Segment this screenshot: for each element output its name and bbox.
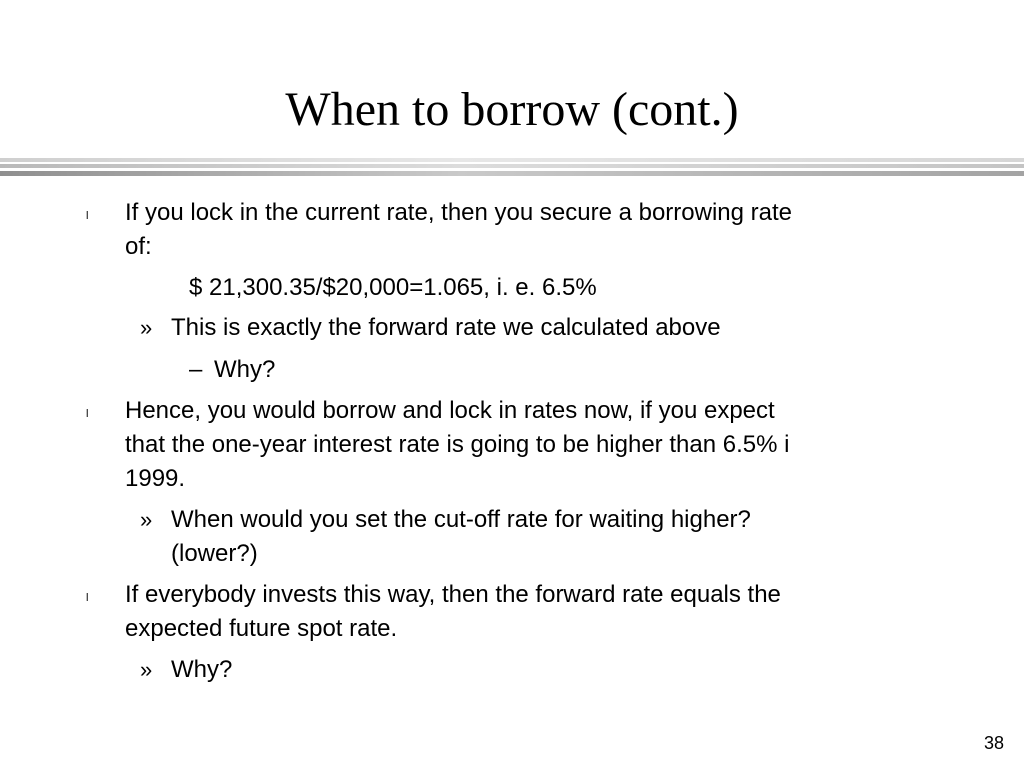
bullet-marker: l <box>86 408 89 420</box>
slide-title: When to borrow (cont.) <box>285 83 739 136</box>
formula-line: $ 21,300.35/$20,000=1.065, i. e. 6.5% <box>189 274 597 301</box>
third-level-line: Why? <box>214 356 276 383</box>
sub-bullet-line: This is exactly the forward rate we calculated above <box>171 314 721 341</box>
bullet-line: that the one-year interest rate is going to be higher than 6.5% i <box>125 431 790 458</box>
bullet-line: If everybody invests this way, then the forward rate equals the <box>125 581 781 608</box>
sub-bullet-marker: » <box>140 657 153 682</box>
sub-bullet-line: Why? <box>171 656 233 683</box>
sub-bullet-line: When would you set the cut-off rate for waiting higher? <box>171 506 751 533</box>
bullet-marker: l <box>86 592 89 604</box>
slide-number: 38 <box>983 733 1004 753</box>
bullet-line: Hence, you would borrow and lock in rates now, if you expect <box>125 397 775 424</box>
bullet-line: expected future spot rate. <box>125 615 398 642</box>
sub-bullet-marker: » <box>140 315 153 340</box>
third-level-marker: – <box>189 356 203 383</box>
bullet-line: If you lock in the current rate, then you secure a borrowing rate <box>125 199 793 226</box>
sub-bullet-marker: » <box>140 507 153 532</box>
bullet-line: 1999. <box>125 465 186 492</box>
bullet-marker: l <box>86 210 89 222</box>
sub-bullet-line: (lower?) <box>171 540 258 567</box>
bullet-line: of: <box>125 233 152 260</box>
